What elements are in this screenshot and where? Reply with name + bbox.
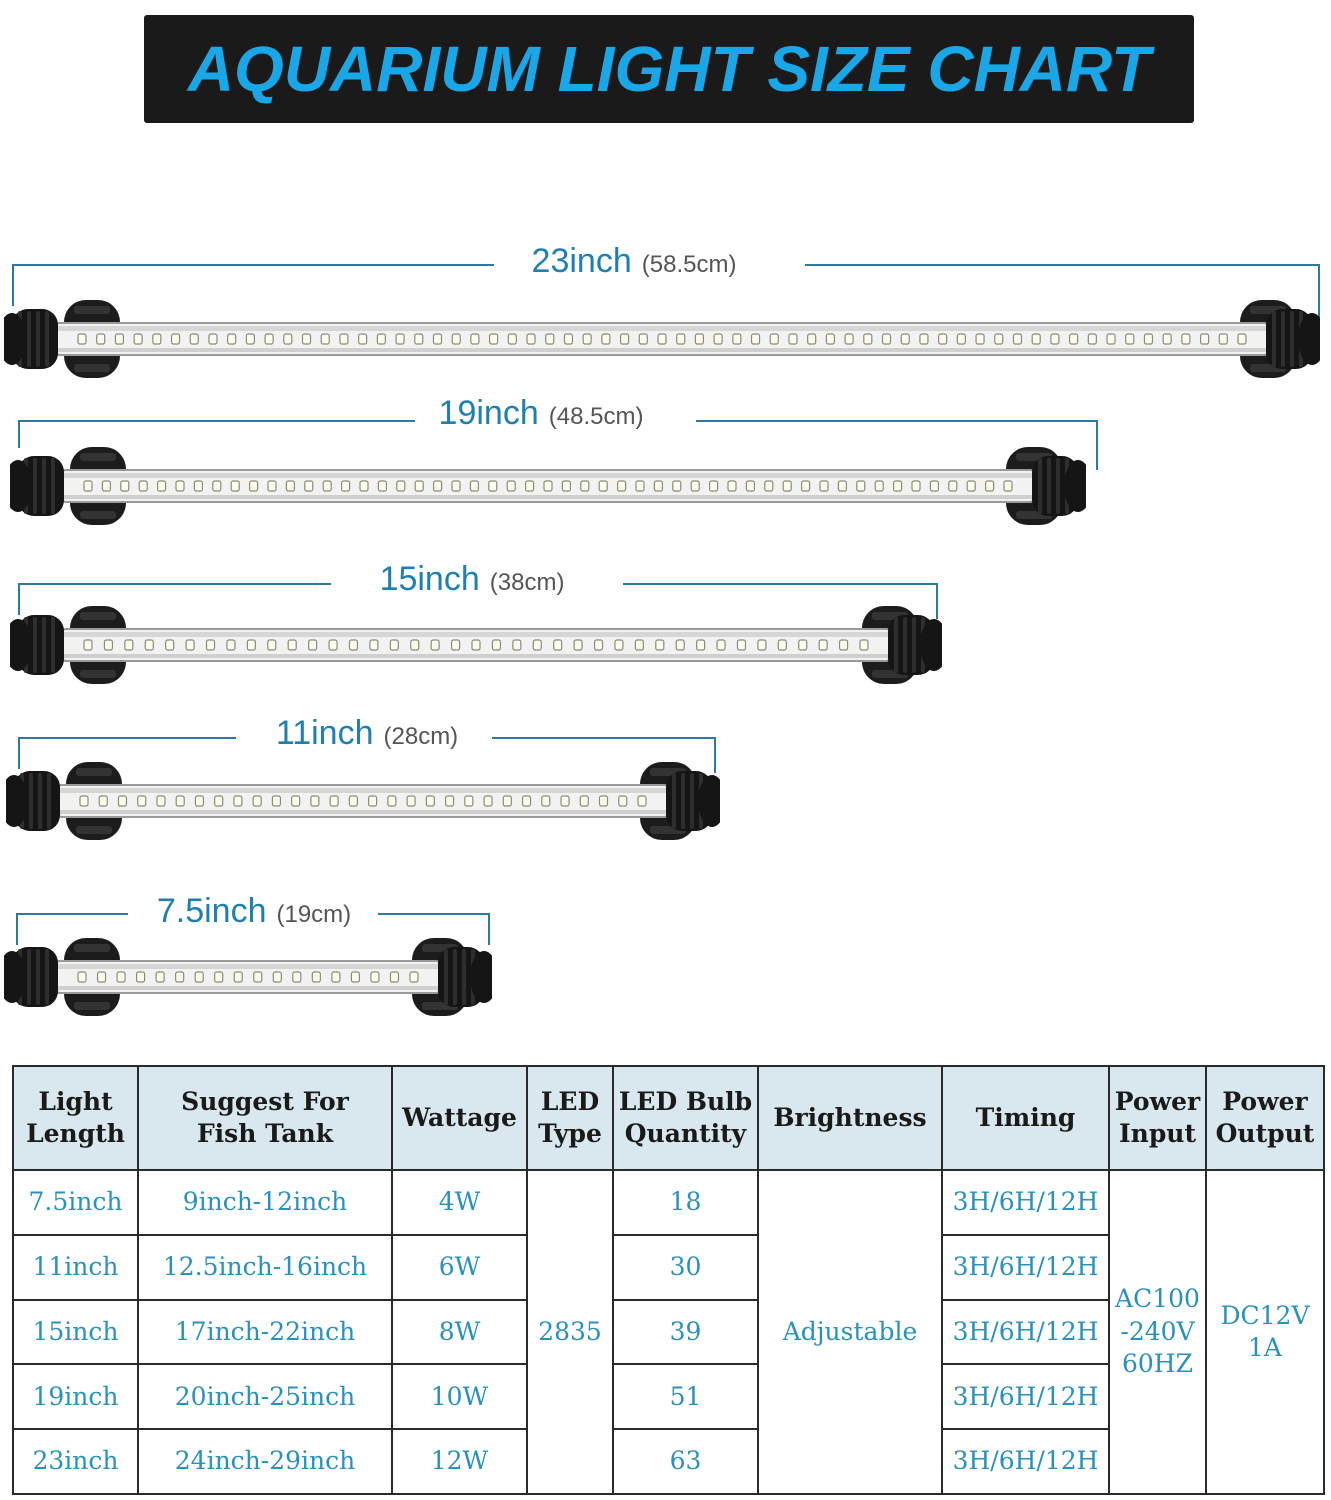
led-chip (215, 972, 223, 982)
led-chip (234, 796, 242, 806)
led-chip (826, 334, 834, 344)
light-bar-19inch (10, 443, 1086, 529)
led-chip (580, 796, 588, 806)
led-chip (820, 481, 828, 491)
led-chip (369, 796, 377, 806)
header-power-output: Power Output (1206, 1066, 1324, 1170)
header-brightness: Brightness (758, 1066, 942, 1170)
cell-wattage: 8W (392, 1300, 527, 1365)
led-chip (808, 334, 816, 344)
led-chip (636, 481, 644, 491)
size-inch-label: 19inch (438, 394, 539, 432)
led-chip (176, 972, 184, 982)
led-chip (330, 796, 338, 806)
led-chip (1032, 334, 1040, 344)
led-chip (654, 481, 662, 491)
led-chip (1201, 334, 1209, 344)
cell-wattage: 10W (392, 1364, 527, 1429)
led-chip (676, 640, 684, 650)
cell-wattage: 12W (392, 1429, 527, 1494)
dimension-line-right (378, 913, 490, 915)
led-chip (195, 796, 203, 806)
led-chip (426, 796, 434, 806)
led-chip (542, 796, 550, 806)
cell-length: 23inch (13, 1429, 138, 1494)
led-chip (411, 640, 419, 650)
dimension-line-left (12, 264, 494, 266)
led-chip (293, 972, 301, 982)
led-chip (329, 640, 337, 650)
led-chip (986, 481, 994, 491)
light-bar-15inch (10, 602, 942, 688)
led-chip (371, 972, 379, 982)
led-chip (286, 481, 294, 491)
led-chip (957, 334, 965, 344)
cell-quantity: 51 (613, 1364, 758, 1429)
led-chip (737, 640, 745, 650)
led-chip (949, 481, 957, 491)
led-chip (292, 796, 300, 806)
led-chip (213, 481, 221, 491)
cell-wattage: 6W (392, 1235, 527, 1300)
led-chip (102, 481, 110, 491)
led-chip (332, 972, 340, 982)
led-chip (995, 334, 1003, 344)
led-chip (697, 640, 705, 650)
size-inch-label: 11inch (275, 714, 374, 752)
led-chip (273, 972, 281, 982)
led-chip (104, 640, 112, 650)
led-chip (564, 334, 572, 344)
led-chip (746, 481, 754, 491)
cell-led-type: 2835 (527, 1170, 613, 1494)
header-led-type: LED Type (527, 1066, 613, 1170)
led-chip (939, 334, 947, 344)
led-chip (599, 481, 607, 491)
cell-timing: 3H/6H/12H (942, 1235, 1109, 1300)
led-chip (452, 334, 460, 344)
led-chip (78, 334, 86, 344)
dimension-line-left (18, 583, 331, 585)
led-chip (901, 334, 909, 344)
led-chip (691, 481, 699, 491)
header-timing: Timing (942, 1066, 1109, 1170)
led-chip (452, 481, 460, 491)
led-chip (390, 640, 398, 650)
dimension-tick-right (1096, 420, 1098, 470)
led-chip (840, 640, 848, 650)
spec-table (12, 1065, 1325, 1495)
led-chip (561, 796, 569, 806)
led-chip (397, 481, 405, 491)
end-cap (10, 456, 64, 516)
led-chip (388, 796, 396, 806)
led-chip (677, 334, 685, 344)
led-chip (153, 334, 161, 344)
led-chip (446, 796, 454, 806)
led-chip (272, 796, 280, 806)
led-chip (492, 640, 500, 650)
led-chip (1182, 334, 1190, 344)
led-chip (247, 640, 255, 650)
led-chip (673, 481, 681, 491)
led-chip (176, 796, 184, 806)
title-banner (144, 15, 1194, 123)
led-chip (342, 481, 350, 491)
led-chip (158, 481, 166, 491)
cell-quantity: 18 (613, 1170, 758, 1235)
led-chip (615, 640, 623, 650)
size-inch-label: 7.5inch (156, 892, 267, 930)
dimension-line-right (696, 420, 1098, 422)
header-power-input: Power Input (1109, 1066, 1206, 1170)
light-bar-graphic (4, 934, 492, 1020)
led-chip (186, 640, 194, 650)
led-chip (546, 334, 554, 344)
led-chip (1126, 334, 1134, 344)
led-chip (490, 334, 498, 344)
light-bar-graphic (10, 443, 1086, 529)
led-chip (117, 972, 125, 982)
header-suggest-tank: Suggest For Fish Tank (138, 1066, 392, 1170)
led-chip (209, 334, 217, 344)
dimension-line-left (18, 420, 415, 422)
led-chip (98, 972, 106, 982)
led-chip (802, 481, 810, 491)
led-chip (250, 481, 258, 491)
led-chip (639, 334, 647, 344)
led-chip (228, 334, 236, 344)
led-chip (227, 640, 235, 650)
led-chip (728, 481, 736, 491)
led-chip (166, 640, 174, 650)
led-chip (195, 972, 203, 982)
led-chip (118, 796, 126, 806)
cell-quantity: 39 (613, 1300, 758, 1365)
cell-power-output: DC12V 1A (1206, 1170, 1324, 1494)
led-chip (875, 481, 883, 491)
led-chip (714, 334, 722, 344)
led-chip (390, 972, 398, 982)
header-bulb-quantity: LED Bulb Quantity (613, 1066, 758, 1170)
led-chip (562, 481, 570, 491)
led-chip (349, 796, 357, 806)
led-chip (434, 481, 442, 491)
led-chip (465, 796, 473, 806)
led-chip (190, 334, 198, 344)
cell-tank: 20inch-25inch (138, 1364, 392, 1429)
led-chip (789, 334, 797, 344)
led-chip (470, 481, 478, 491)
led-chip (799, 640, 807, 650)
led-chip (115, 334, 123, 344)
dimension-label (380, 560, 565, 599)
led-chip (176, 481, 184, 491)
cell-timing: 3H/6H/12H (942, 1300, 1109, 1365)
end-cap (1266, 309, 1320, 369)
led-chip (819, 640, 827, 650)
led-chip (351, 972, 359, 982)
led-chip (602, 334, 610, 344)
end-cap (6, 771, 60, 831)
led-chip (288, 640, 296, 650)
table-header-row (13, 1066, 1324, 1170)
table-row (13, 1170, 1324, 1235)
led-chip (194, 481, 202, 491)
led-chip (621, 334, 629, 344)
led-chip (471, 334, 479, 344)
light-bar-7-5inch (4, 934, 492, 1020)
light-bar-23inch (4, 296, 1320, 382)
led-chip (284, 334, 292, 344)
dimension-line-left (18, 737, 236, 739)
led-chip (137, 972, 145, 982)
cell-length: 7.5inch (13, 1170, 138, 1235)
led-chip (930, 481, 938, 491)
dimension-label (532, 242, 737, 281)
led-chip (360, 481, 368, 491)
led-chip (305, 481, 313, 491)
led-chip (1219, 334, 1227, 344)
led-chip (145, 640, 153, 650)
led-chip (752, 334, 760, 344)
led-chip (396, 334, 404, 344)
led-chip (717, 640, 725, 650)
led-chip (156, 972, 164, 982)
led-chip (323, 481, 331, 491)
led-chip (554, 640, 562, 650)
led-chip (139, 481, 147, 491)
led-chip (265, 334, 273, 344)
led-chip (765, 481, 773, 491)
led-chip (321, 334, 329, 344)
led-chip (883, 334, 891, 344)
led-chip (312, 972, 320, 982)
led-chip (484, 796, 492, 806)
size-cm-label: (48.5cm) (548, 403, 644, 430)
led-chip (845, 334, 853, 344)
led-chip (1051, 334, 1059, 344)
led-chip (635, 640, 643, 650)
led-chip (600, 796, 608, 806)
size-cm-label: (38cm) (489, 569, 565, 596)
led-chip (415, 334, 423, 344)
size-cm-label: (28cm) (383, 723, 459, 750)
end-cap (888, 615, 942, 675)
led-chip (533, 640, 541, 650)
led-chip (710, 481, 718, 491)
led-chip (415, 481, 423, 491)
led-chip (349, 640, 357, 650)
led-chip (967, 481, 975, 491)
led-chip (254, 972, 262, 982)
led-chip (1013, 334, 1021, 344)
led-chip (311, 796, 319, 806)
cell-timing: 3H/6H/12H (942, 1429, 1109, 1494)
cell-timing: 3H/6H/12H (942, 1364, 1109, 1429)
light-bar-graphic (10, 602, 942, 688)
led-chip (783, 481, 791, 491)
led-chip (303, 334, 311, 344)
led-chip (658, 334, 666, 344)
cell-tank: 9inch-12inch (138, 1170, 392, 1235)
led-chip (860, 640, 868, 650)
led-chip (215, 796, 223, 806)
led-chip (309, 640, 317, 650)
cell-tank: 12.5inch-16inch (138, 1235, 392, 1300)
led-chip (431, 640, 439, 650)
led-chip (125, 640, 133, 650)
size-inch-label: 23inch (531, 242, 632, 280)
led-chip (138, 796, 146, 806)
end-cap (4, 947, 58, 1007)
led-chip (912, 481, 920, 491)
end-cap (4, 309, 58, 369)
led-chip (581, 481, 589, 491)
led-chip (656, 640, 664, 650)
led-chip (433, 334, 441, 344)
led-chip (544, 481, 552, 491)
led-chip (1004, 481, 1012, 491)
led-chip (733, 334, 741, 344)
led-chip (976, 334, 984, 344)
led-chip (84, 481, 92, 491)
led-chip (268, 481, 276, 491)
led-chip (619, 796, 627, 806)
led-chip (595, 640, 603, 650)
led-chip (246, 334, 254, 344)
led-chip (1107, 334, 1115, 344)
led-chip (1238, 334, 1246, 344)
led-chip (231, 481, 239, 491)
cell-timing: 3H/6H/12H (942, 1170, 1109, 1235)
cell-tank: 17inch-22inch (138, 1300, 392, 1365)
cell-quantity: 63 (613, 1429, 758, 1494)
led-chip (1070, 334, 1078, 344)
led-chip (370, 640, 378, 650)
cell-wattage: 4W (392, 1170, 527, 1235)
led-chip (523, 796, 531, 806)
led-chip (583, 334, 591, 344)
led-chip (1088, 334, 1096, 344)
light-bar-graphic (4, 296, 1320, 382)
led-chip (508, 334, 516, 344)
led-chip (410, 972, 418, 982)
led-chip (253, 796, 261, 806)
led-chip (574, 640, 582, 650)
led-chip (758, 640, 766, 650)
led-chip (340, 334, 348, 344)
dimension-label (439, 394, 644, 433)
end-cap (1032, 456, 1086, 516)
led-chip (99, 796, 107, 806)
led-chip (489, 481, 497, 491)
led-chip (84, 640, 92, 650)
led-chip (97, 334, 105, 344)
led-chip (527, 334, 535, 344)
size-inch-label: 15inch (379, 560, 480, 598)
cell-length: 15inch (13, 1300, 138, 1365)
light-bar-11inch (6, 758, 720, 844)
led-chip (618, 481, 626, 491)
led-chip (407, 796, 415, 806)
led-chip (894, 481, 902, 491)
dimension-line-right (492, 737, 716, 739)
page-title: AQUARIUM LIGHT SIZE CHART (187, 33, 1151, 105)
dimension-label (157, 892, 351, 931)
led-chip (78, 972, 86, 982)
led-chip (864, 334, 872, 344)
cell-tank: 24inch-29inch (138, 1429, 392, 1494)
cell-length: 19inch (13, 1364, 138, 1429)
header-light-length: Light Length (13, 1066, 138, 1170)
led-chip (452, 640, 460, 650)
led-chip (234, 972, 242, 982)
size-cm-label: (58.5cm) (641, 251, 737, 278)
end-cap (10, 615, 64, 675)
dimension-label (276, 714, 458, 753)
led-chip (513, 640, 521, 650)
led-chip (920, 334, 928, 344)
led-chip (838, 481, 846, 491)
led-chip (1144, 334, 1152, 344)
led-chip (80, 796, 88, 806)
led-chip (507, 481, 515, 491)
led-chip (377, 334, 385, 344)
led-chip (857, 481, 865, 491)
led-chip (526, 481, 534, 491)
led-chip (695, 334, 703, 344)
led-chip (638, 796, 646, 806)
cell-power-input: AC100 -240V 60HZ (1109, 1170, 1206, 1494)
led-chip (157, 796, 165, 806)
cell-quantity: 30 (613, 1235, 758, 1300)
led-chip (503, 796, 511, 806)
led-chip (268, 640, 276, 650)
led-chip (1163, 334, 1171, 344)
size-cm-label: (19cm) (276, 901, 352, 928)
led-chip (472, 640, 480, 650)
led-chip (378, 481, 386, 491)
header-wattage: Wattage (392, 1066, 527, 1170)
dimension-line-right (805, 264, 1320, 266)
led-chip (207, 640, 215, 650)
cell-length: 11inch (13, 1235, 138, 1300)
led-chip (172, 334, 180, 344)
led-chip (770, 334, 778, 344)
cell-brightness: Adjustable (758, 1170, 942, 1494)
dimension-line-right (623, 583, 938, 585)
led-chip (134, 334, 142, 344)
led-chip (121, 481, 129, 491)
end-cap (438, 947, 492, 1007)
led-chip (778, 640, 786, 650)
end-cap (666, 771, 720, 831)
dimension-line-left (16, 913, 128, 915)
light-bar-graphic (6, 758, 720, 844)
led-chip (359, 334, 367, 344)
